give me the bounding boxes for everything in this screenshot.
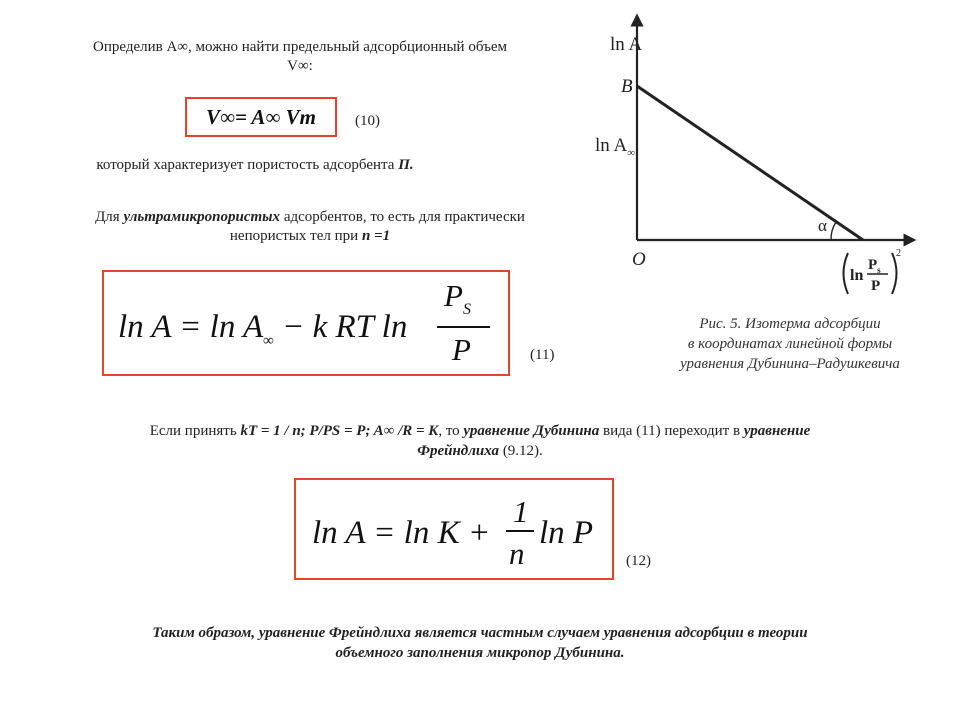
equation-10-number: (10): [355, 113, 380, 129]
eq11-num-sub: S: [462, 301, 471, 318]
x-axis-label: [844, 248, 902, 294]
ultra-term: ультрамикропористых: [123, 209, 281, 225]
conclusion-line-1: Таким образом, уравнение Фрейндлиха является частным случаем уравнения адсорбции в теории: [152, 625, 808, 641]
transition-t7: Фрейндлиха: [417, 443, 500, 459]
equation-10-formula: V∞= A∞ Vm: [206, 105, 316, 129]
transition-t8: (9.12).: [499, 443, 543, 459]
isotherm-line: [637, 86, 863, 240]
ln-ainf-label: [595, 135, 635, 159]
origin-label: O: [632, 249, 646, 270]
intro-line-2: V∞:: [287, 58, 313, 74]
ultra-line-2: [30, 227, 590, 246]
equation-11-box: [102, 270, 510, 376]
transition-t6: уравнение: [743, 423, 811, 439]
conclusion-text: [30, 623, 930, 663]
caption-line-1: Рис. 5. Изотерма адсорбции: [699, 316, 881, 332]
transition-t4: уравнение Дубинина: [463, 423, 600, 439]
transition-line-2: [30, 441, 930, 461]
isotherm-figure: [585, 10, 925, 310]
angle-arc: [831, 222, 836, 240]
transition-line-1: [30, 421, 930, 441]
svg-text:PS: [443, 278, 471, 318]
porosity-prefix: который характеризует пористость адсорбента: [96, 157, 399, 173]
eq11-den: P: [452, 332, 471, 367]
transition-t2: kT = 1 / n; P/PS = P; A∞ /R = K: [240, 423, 439, 439]
eq12-frac-den: n: [509, 536, 525, 571]
intro-line-1: Определив A∞, можно найти предельный адсорбционный объем: [93, 39, 507, 55]
ln-ainf-text: ln A: [595, 135, 628, 156]
ultra-condition: n =1: [361, 228, 391, 244]
svg-text:Ps: [868, 257, 881, 275]
x-label-pow: 2: [896, 248, 901, 259]
equation-10-box: [185, 97, 337, 137]
ultramicroporous-text: [30, 208, 590, 246]
transition-t3: , то: [438, 423, 464, 439]
caption-line-2: в координатах линейной формы: [687, 336, 893, 352]
intro-text: [30, 38, 570, 76]
eq11-mid: − k RT ln: [273, 309, 408, 345]
svg-text:ln A = ln A∞ − k RT ln: [118, 309, 407, 349]
y-axis-label: ln A: [610, 34, 643, 55]
porosity-symbol: П.: [398, 157, 414, 173]
equation-12-number: (12): [626, 553, 651, 569]
equation-11-number: (11): [530, 347, 555, 363]
angle-label: α: [818, 216, 827, 235]
eq12-frac-num: 1: [513, 494, 529, 529]
eq11-sub: ∞: [263, 333, 274, 349]
x-label-ln: ln: [850, 267, 864, 284]
equation-12-box: [294, 478, 614, 580]
point-b-label: B: [621, 76, 633, 97]
eq12-rhs: ln P: [539, 515, 594, 551]
ln-ainf-sub: ∞: [627, 147, 636, 159]
ultra-line-2-a: непористых тел при: [229, 228, 362, 244]
porosity-text: [30, 156, 480, 175]
transition-t5: вида (11) переходит в: [599, 423, 744, 439]
caption-line-3: уравнения Дубинина–Радушкевича: [680, 356, 900, 372]
eq12-lhs: ln A = ln K +: [312, 515, 491, 551]
x-label-num: P: [868, 257, 878, 273]
transition-text: [30, 421, 930, 461]
ultra-line-1-c: адсорбентов, то есть для практически: [280, 209, 525, 225]
figure-caption: [640, 314, 940, 374]
transition-t1: Если принять: [149, 423, 241, 439]
eq11-num: P: [444, 278, 463, 313]
eq11-lhs: ln A = ln A: [118, 309, 264, 345]
conclusion-line-2: объемного заполнения микропор Дубинина.: [335, 645, 625, 661]
x-label-num-sub: s: [877, 265, 881, 275]
equation-11-svg: [104, 272, 508, 374]
equation-12-svg: [296, 480, 612, 578]
ultra-line-1: [30, 208, 590, 227]
ultra-line-1-a: Для: [95, 209, 124, 225]
x-label-den: P: [871, 278, 881, 294]
